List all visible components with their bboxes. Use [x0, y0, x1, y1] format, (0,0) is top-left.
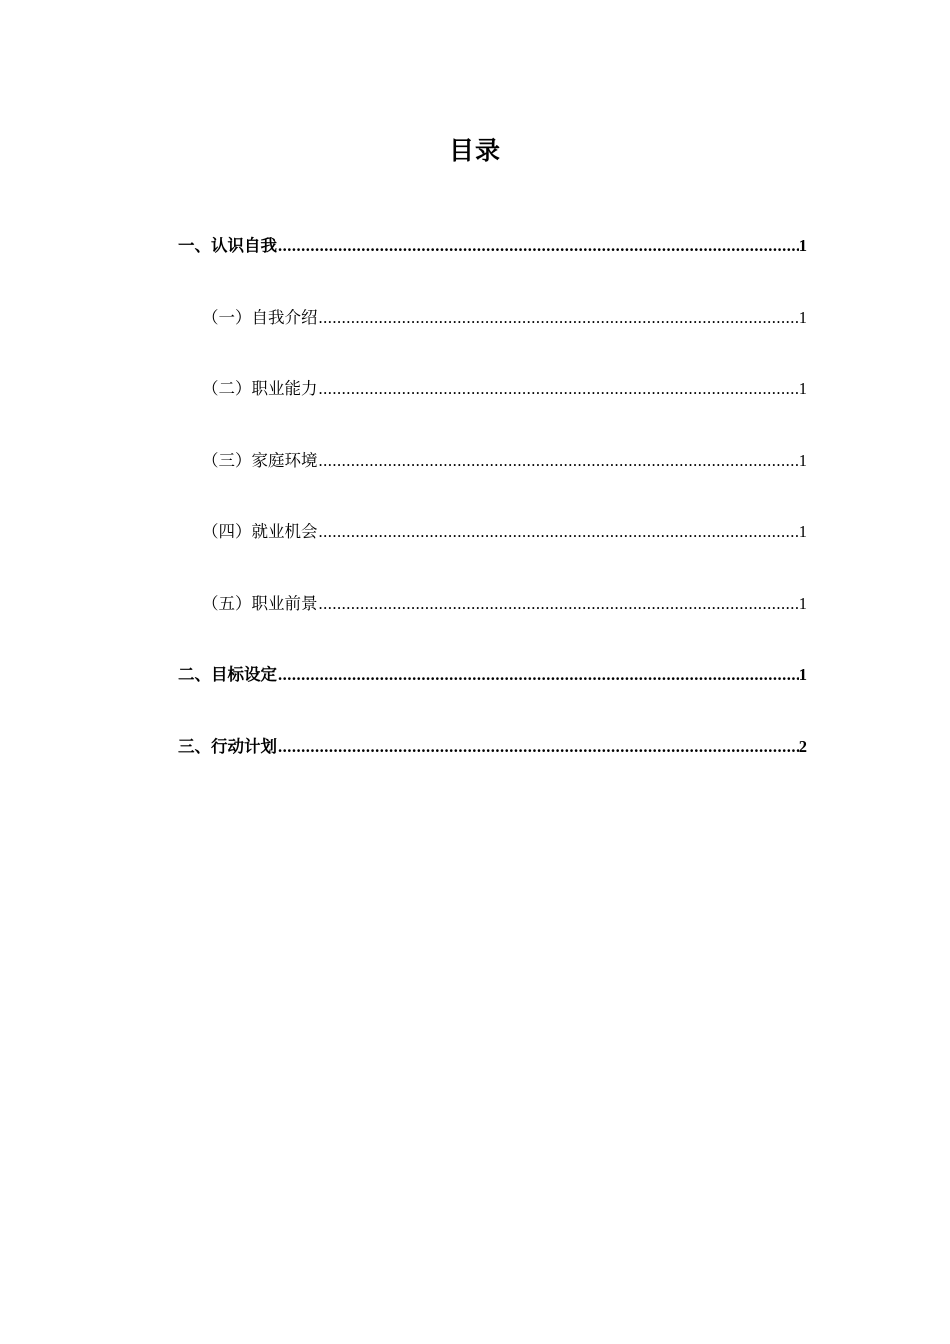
toc-page-number: 1	[798, 308, 807, 327]
toc-entry-subsection-1-5[interactable]	[202, 592, 807, 616]
toc-page-number: 1	[798, 594, 807, 613]
toc-entry-label: （三）家庭环境	[202, 451, 318, 470]
toc-page-number: 1	[798, 451, 807, 470]
toc-entry-section-1[interactable]	[178, 234, 807, 258]
toc-entry-section-3[interactable]	[178, 735, 807, 759]
toc-entry-section-2[interactable]	[178, 663, 807, 687]
toc-dot-leader	[277, 234, 799, 258]
toc-page-number: 1	[798, 522, 807, 541]
toc-page-number: 2	[798, 737, 807, 756]
page-title: 目录	[448, 136, 501, 165]
toc-entry-subsection-1-2[interactable]	[202, 377, 807, 401]
toc-entry-subsection-1-3[interactable]	[202, 449, 807, 473]
toc-entry-label: （五）职业前景	[202, 594, 318, 613]
toc-entry-subsection-1-4[interactable]	[202, 520, 807, 544]
toc-dot-leader	[277, 663, 799, 687]
toc-page-number: 1	[798, 379, 807, 398]
toc-dot-leader	[318, 592, 799, 616]
toc-page-number: 1	[798, 665, 807, 684]
toc-entry-label: 三、行动计划	[178, 737, 277, 756]
toc-dot-leader	[318, 449, 799, 473]
toc-entry-label: 一、认识自我	[178, 236, 277, 255]
toc-entry-label: 二、目标设定	[178, 665, 277, 684]
toc-dot-leader	[318, 306, 799, 330]
toc-dot-leader	[318, 520, 799, 544]
toc-entry-label: （四）就业机会	[202, 522, 318, 541]
toc-page-number: 1	[798, 236, 807, 255]
toc-dot-leader	[277, 735, 799, 759]
toc-entry-label: （一）自我介绍	[202, 308, 318, 327]
toc-dot-leader	[318, 377, 799, 401]
toc-entry-subsection-1-1[interactable]	[202, 306, 807, 330]
toc-entry-label: （二）职业能力	[202, 379, 318, 398]
